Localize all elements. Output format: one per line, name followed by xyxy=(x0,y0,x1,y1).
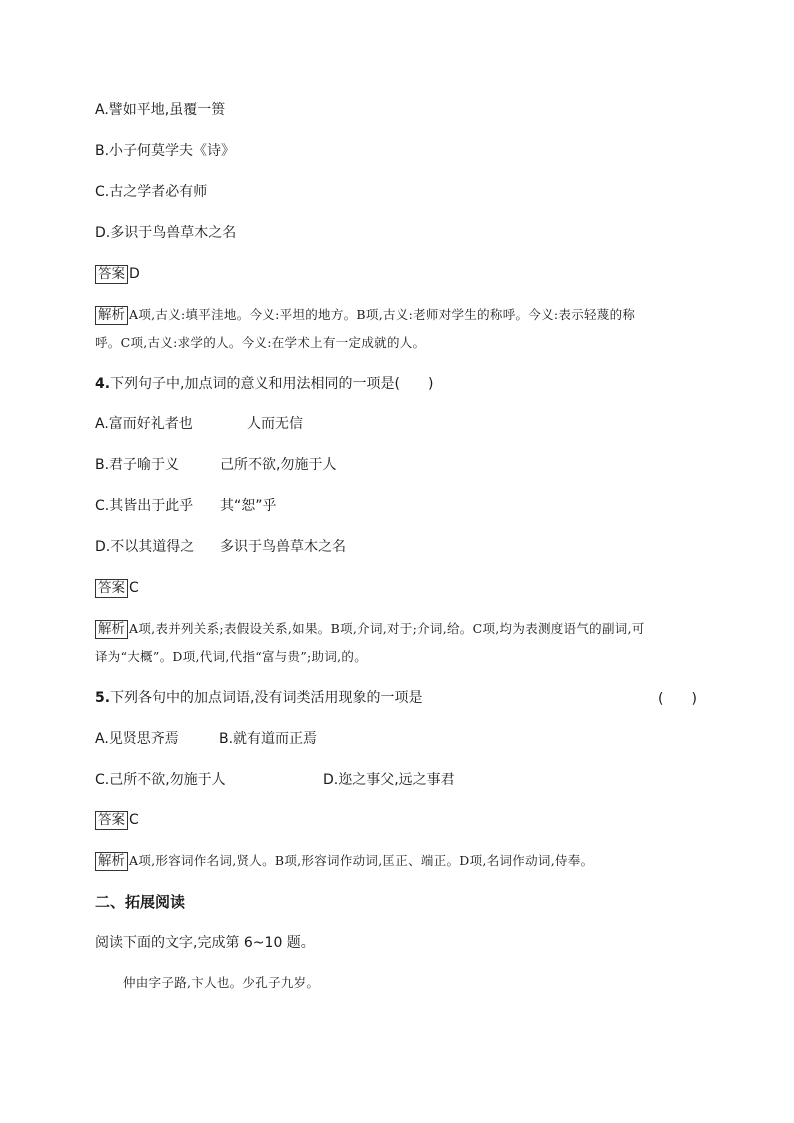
analysis-tag: 解析 xyxy=(95,620,128,639)
q3-option-c: C.古之学者必有师 xyxy=(95,184,208,200)
q4-stem xyxy=(95,374,433,394)
q3-option-b: B.小子何莫学夫《诗》 xyxy=(95,143,236,159)
q3-option-a: A.譬如平地,虽覆一篑 xyxy=(95,102,226,118)
answer-value: D xyxy=(129,266,140,282)
q4-option-d-right: 多识于鸟兽草木之名 xyxy=(220,539,346,555)
analysis-tag: 解析 xyxy=(95,852,128,871)
question-text: 下列句子中,加点词的意义和用法相同的一项是( ) xyxy=(110,376,434,392)
q5-analysis-line-1 xyxy=(95,851,593,871)
answer-tag: 答案 xyxy=(95,579,128,598)
q4-option-c-left: C.其皆出于此乎 xyxy=(95,498,194,514)
question-number: 4. xyxy=(95,376,111,392)
q4-analysis-line-1 xyxy=(95,619,645,639)
analysis-tag: 解析 xyxy=(95,306,128,325)
q4-option-d-left: D.不以其道得之 xyxy=(95,539,195,555)
q4-option-c-right: 其“恕”乎 xyxy=(220,498,277,514)
answer-value: C xyxy=(129,812,139,828)
answer-value: C xyxy=(129,580,139,596)
analysis-text: A项,古义:填平洼地。今义:平坦的地方。B项,古义:老师对学生的称呼。今义:表示轻蔑的称 xyxy=(129,307,636,322)
q3-answer xyxy=(95,264,140,284)
q5-option-a: A.见贤思齐焉 xyxy=(95,731,179,747)
q3-option-d: D.多识于鸟兽草木之名 xyxy=(95,225,237,241)
analysis-text: A项,形容词作名词,贤人。B项,形容词作动词,匡正、端正。D项,名词作动词,侍奉。 xyxy=(129,853,594,868)
q4-option-b-right: 己所不欲,勿施于人 xyxy=(220,457,337,473)
q5-option-d: D.迩之事父,远之事君 xyxy=(323,772,455,788)
passage-first-line: 仲由字子路,卞人也。少孔子九岁。 xyxy=(123,975,320,990)
q4-analysis-line-2: 译为“大概”。D项,代词,代指“富与贵”;助词,的。 xyxy=(95,649,368,664)
q4-option-b-left: B.君子喻于义 xyxy=(95,457,180,473)
q3-analysis-line-1 xyxy=(95,305,635,325)
q4-answer xyxy=(95,578,139,598)
q5-option-c: C.己所不欲,勿施于人 xyxy=(95,772,226,788)
q5-answer xyxy=(95,810,139,830)
q4-option-a-right: 人而无信 xyxy=(247,416,303,432)
section-heading: 二、拓展阅读 xyxy=(95,893,186,911)
answer-tag: 答案 xyxy=(95,811,128,830)
q5-answer-paren: ( ) xyxy=(658,691,697,707)
answer-tag: 答案 xyxy=(95,265,128,284)
section-intro: 阅读下面的文字,完成第 6~10 题。 xyxy=(95,935,315,951)
q5-option-b: B.就有道而正焉 xyxy=(219,731,318,747)
analysis-text: A项,表并列关系;表假设关系,如果。B项,介词,对于;介词,给。C项,均为表测度语气的副词,可 xyxy=(129,621,645,636)
q5-stem xyxy=(95,688,423,708)
q3-analysis-line-2: 呼。C项,古义:求学的人。今义:在学术上有一定成就的人。 xyxy=(95,335,426,350)
q4-option-a-left: A.富而好礼者也 xyxy=(95,416,193,432)
question-number: 5. xyxy=(95,690,111,706)
question-text: 下列各句中的加点词语,没有词类活用现象的一项是 xyxy=(110,690,423,706)
